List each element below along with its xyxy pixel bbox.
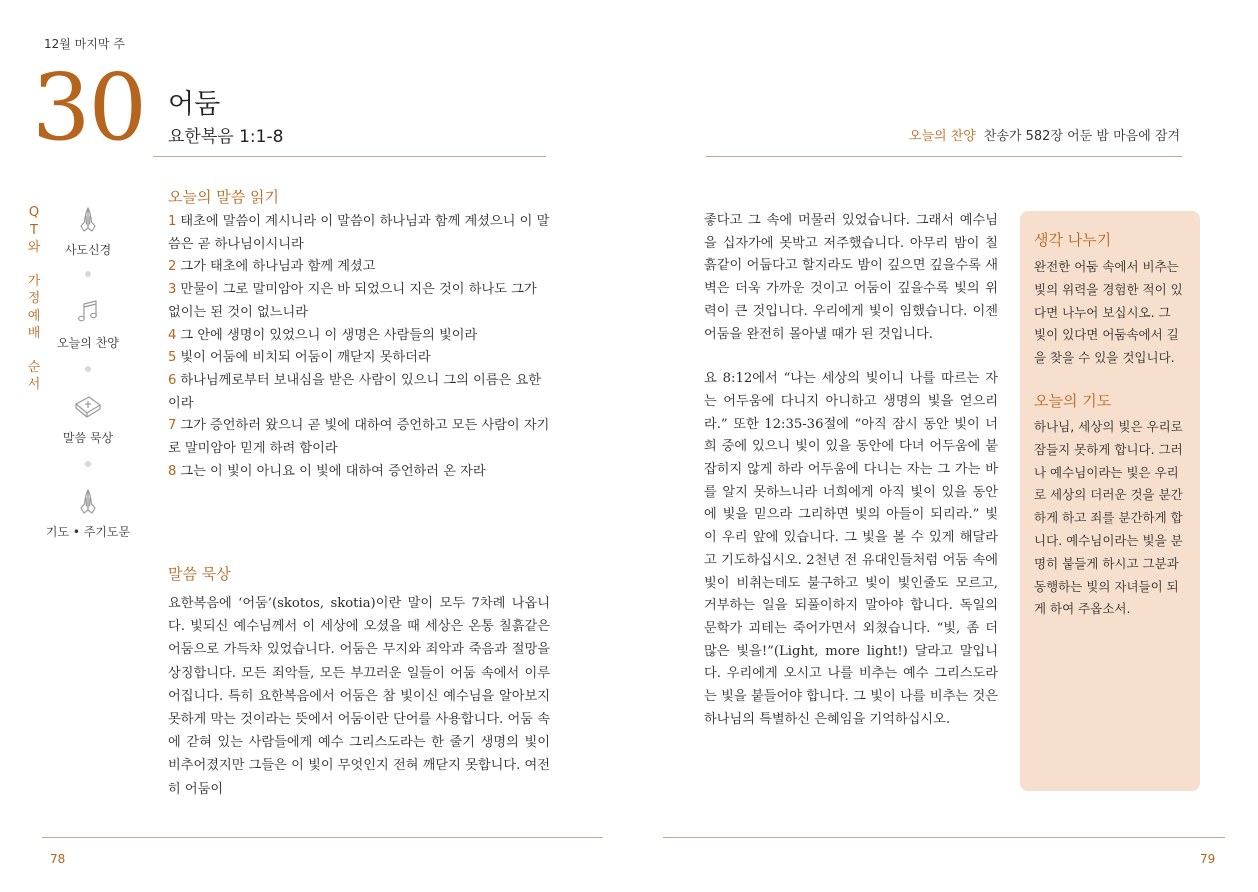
verse-number: 4 [168, 327, 177, 343]
verse-text: 그가 증언하러 왔으니 곧 빛에 대하여 증언하고 모든 사람이 자기로 말미암아 믿게 하려 함이라 [168, 418, 550, 457]
week-label: 12월 마지막 주 [44, 37, 125, 51]
verse-text: 그는 이 빛이 아니요 이 빛에 대하여 증언하러 온 자라 [180, 463, 486, 479]
share-heading: 생각 나누기 [1034, 231, 1112, 249]
sidebar-item-creed [43, 204, 133, 258]
verse-text: 그 안에 생명이 있었으니 이 생명은 사람들의 빛이라 [180, 327, 478, 343]
meditation-paragraph-3: 요 8:12에서 “나는 세상의 빛이니 나를 따르는 자는 어두움에 다니지 아니하고 생명의 빛을 얻으리라.” 또한 12:35-36절에 “아직 잠시 동안 빛이 너희 중에 있으니 빛이 있을 동안에 다녀 어두움에 붙잡히지 않게 하라 어두움에 다니는 자는 그 가는 바를 알지 못하느니라 너희에게 아직 빛이 있을 동안에 빛을 믿으라 그리하면 빛의 아들이 되리라.” 빛이 우리 앞에 있습니다. 그 빛을 볼 수 있게 해달라고 기도하십시오. 2천년 전 유대인들처럼 어둠 속에 빛이 비취는데도 불구하고 빛이 빛인줄도 모르고, 거부하는 일을 되풀이하지 말아야 합니다. 독일의 문학가 괴테는 죽어가면서 외쳤습니다. “빛, 좀 더 많은 빛을!”(Light, more light!) 달라고 말입니다. 우리에게 오시고 나를 비추는 예수 그리스도라는 빛을 붙들어야 합니다. 그 빛이 나를 비추는 것은 하나님의 특별하신 은혜임을 기억하십시오. [704, 371, 998, 727]
praying-hands-icon [73, 204, 103, 234]
sidebar-item-label: 사도신경 [64, 243, 112, 257]
footer-rule-left [42, 837, 603, 838]
day-number: 30 [32, 54, 146, 161]
sidebar-item-label: 기도 • 주기도문 [45, 525, 131, 539]
separator-dot [85, 366, 91, 372]
prayer-heading: 오늘의 기도 [1034, 392, 1112, 410]
todays-hymn [909, 125, 1180, 144]
separator-dot [85, 271, 91, 277]
verse-item [168, 415, 550, 460]
footer-rule-right [663, 837, 1225, 838]
sidebar-item-meditation [43, 392, 133, 446]
verse-number: 8 [168, 463, 177, 479]
meditation-paragraph-2: 좋다고 그 속에 머물러 있었습니다. 그래서 예수님을 십자가에 못박고 저주했습니다. 아무리 밤이 칠흙같이 어둡다고 할지라도 밤이 깊으면 깊을수록 새벽은 더욱 가까운 것이고 어둠이 깊을수록 빛의 위력이 큰 것입니다. 우리에게 빛이 임했습니다. 이젠 어둠을 완전히 몰아낼 때가 된 것입니다. [704, 213, 998, 342]
verse-item [168, 325, 550, 348]
reflection-box [1020, 211, 1200, 791]
verse-text: 하나님께로부터 보내심을 받은 사람이 있으니 그의 이름은 요한이라 [168, 372, 541, 411]
verse-number: 5 [168, 350, 177, 366]
verse-number: 2 [168, 259, 177, 275]
verse-number: 3 [168, 282, 177, 298]
vertical-word-1: Q T 와 [27, 205, 41, 255]
prayer-text: 하나님, 세상의 빛은 우리로 잠들지 못하게 합니다. 그러나 예수님이라는 빛은 우리로 세상의 더러운 것을 분간하게 하고 죄를 분간하게 합니다. 예수님이라는 빛을 분명히 붙들게 하시고 그분과 동행하는 빛의 자녀들이 되게 하여 주옵소서. [1034, 419, 1183, 617]
verse-list [168, 211, 550, 483]
header-rule-right [706, 156, 1182, 157]
verse-text: 그가 태초에 하나님과 함께 계셨고 [180, 259, 376, 275]
praying-hands-icon [73, 486, 103, 516]
verse-item [168, 370, 550, 415]
reading-heading: 오늘의 말씀 읽기 [168, 188, 279, 206]
bible-icon [73, 392, 103, 422]
vertical-section-label [26, 204, 42, 394]
vertical-word-2: 가 정 예 배 [27, 273, 41, 341]
verse-item [168, 211, 550, 256]
verse-text: 빛이 어둠에 비치되 어둠이 깨닫지 못하더라 [180, 350, 431, 366]
sidebar-item-label: 말씀 묵상 [62, 431, 114, 445]
share-text: 완전한 어둠 속에서 비추는 빛의 위력을 경험한 적이 있다면 나누어 보십시오. 그 빛이 있다면 어둠속에서 길을 찾을 수 있을 것입니다. [1034, 259, 1183, 366]
verse-text: 만물이 그로 말미암아 지은 바 되었으니 지은 것이 하나도 그가 없이는 된 것이 없느니라 [168, 282, 537, 320]
hymn-text: 찬송가 582장 어둔 밤 마음에 잠겨 [983, 129, 1180, 144]
hymn-label: 오늘의 찬양 [908, 129, 976, 144]
separator-dot [85, 461, 91, 467]
verse-item [168, 279, 550, 324]
sidebar-item-hymn [43, 297, 133, 351]
verse-number: 6 [168, 372, 177, 388]
header-rule-left [153, 156, 546, 157]
verse-text: 태초에 말씀이 계시니라 이 말씀이 하나님과 함께 계셨으니 이 말씀은 곧 하나님이시니라 [168, 214, 550, 252]
meditation-continued [704, 210, 998, 731]
page-number-right: 79 [1200, 852, 1216, 866]
verse-item [168, 347, 550, 370]
verse-item [168, 461, 550, 484]
meditation-heading: 말씀 묵상 [168, 565, 231, 583]
page-number-left: 78 [50, 852, 66, 866]
sidebar-item-prayer [43, 486, 133, 540]
vertical-word-3: 순 서 [27, 359, 41, 392]
scripture-reference: 요한복음 1:1-8 [168, 127, 284, 147]
music-note-icon [73, 297, 103, 327]
sidebar-item-label: 오늘의 찬양 [57, 336, 119, 350]
verse-number: 7 [168, 418, 177, 434]
page-title: 어둠 [168, 89, 221, 120]
verse-number: 1 [168, 214, 177, 229]
meditation-paragraph-1: 요한복음에 ‘어둠’(skotos, skotia)이란 말이 모두 7차례 나옵니다. 빛되신 예수님께서 이 세상에 오셨을 때 세상은 온통 칠흙같은 어둠으로 가득차 있었습니다. 어둠은 무지와 죄악과 죽음과 절망을 상징합니다. 모든 죄악들, 모든 부끄러운 일들이 어둠 속에서 이루어집니다. 특히 요한복음에서 어둠은 참 빛이신 예수님을 알아보지 못하게 막는 것이라는 뜻에서 어둠이란 단어를 사용합니다. 어둠 속에 갇혀 있는 사람들에게 예수 그리스도라는 한 줄기 생명의 빛이 비추어졌지만 그들은 이 빛이 무엇인지 전혀 깨닫지 못합니다. 여전히 어둠이 [168, 596, 550, 797]
verse-item [168, 256, 550, 279]
